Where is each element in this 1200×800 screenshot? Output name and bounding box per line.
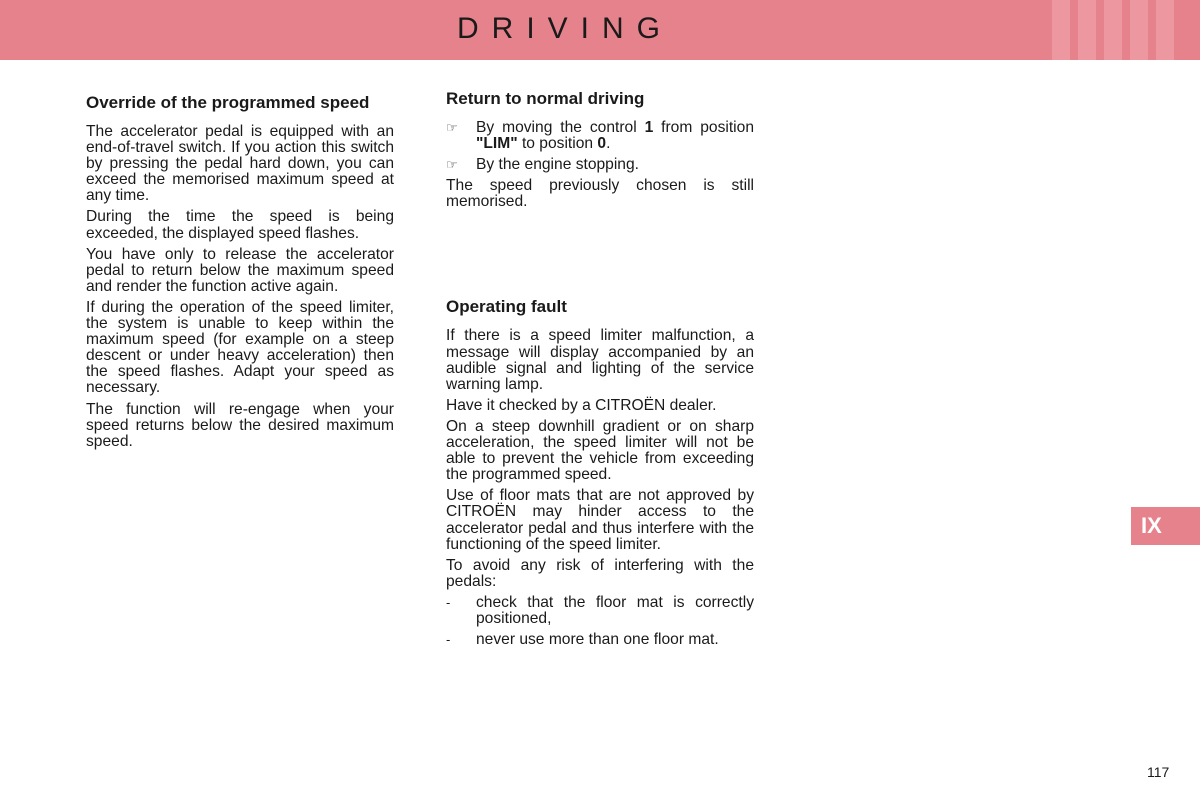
paragraph: Have it checked by a CITROËN dealer. [446,396,717,414]
bullet-item: ☞ By the engine stopping. [446,156,639,174]
paragraph: To avoid any risk of interfering with the pedals: [446,556,754,590]
fault-heading: Operating fault [446,297,567,317]
left-column [86,90,394,455]
pointing-hand-icon: ☞ [446,157,458,173]
header-stripes [1052,0,1182,60]
paragraph: The accelerator pedal is equipped with an end-of-travel switch. If you action this switch by pressing the pedal hard down, you can exceed the memorised maximum speed at any time. [86,123,394,205]
paragraph: On a steep downhill gradient or on sharp acceleration, the speed limiter will not be able to prevent the vehicle from exceeding the programmed speed. [446,417,754,484]
override-heading: Override of the programmed speed [86,93,370,112]
right-column [446,90,754,653]
paragraph: The speed previously chosen is still memorised. [446,177,754,211]
paragraph: During the time the speed is being exceeded, the displayed speed flashes. [86,208,394,242]
return-heading: Return to normal driving [446,89,645,108]
paragraph: Use of floor mats that are not approved by CITROËN may hinder access to the accelerator pedal and thus interfere with the functioning of the speed limiter. [446,487,754,553]
chapter-tab: IX [1131,507,1200,545]
bullet-item: ☞ By moving the control 1 from position "LIM" to position 0. [446,119,754,153]
dash-item: - never use more than one floor mat. [446,631,719,649]
dash-item: - check that the floor mat is correctly positioned, [446,593,754,627]
paragraph: If there is a speed limiter malfunction, a message will display accompanied by an audible signal and lighting of the service warning lamp. [446,327,754,393]
paragraph: You have only to release the accelerator pedal to return below the maximum speed and render the function active again. [86,245,394,295]
pointing-hand-icon: ☞ [446,120,458,135]
paragraph: The function will re-engage when your speed returns below the desired maximum speed. [86,400,394,450]
paragraph: If during the operation of the speed limiter, the system is unable to keep within the maximum speed (for example on a steep descent or under heavy acceleration) then the speed flashes. Adapt your speed as necessary. [86,298,394,397]
page-title: DRIVING [456,12,673,45]
page-number: 117 [1147,764,1170,780]
